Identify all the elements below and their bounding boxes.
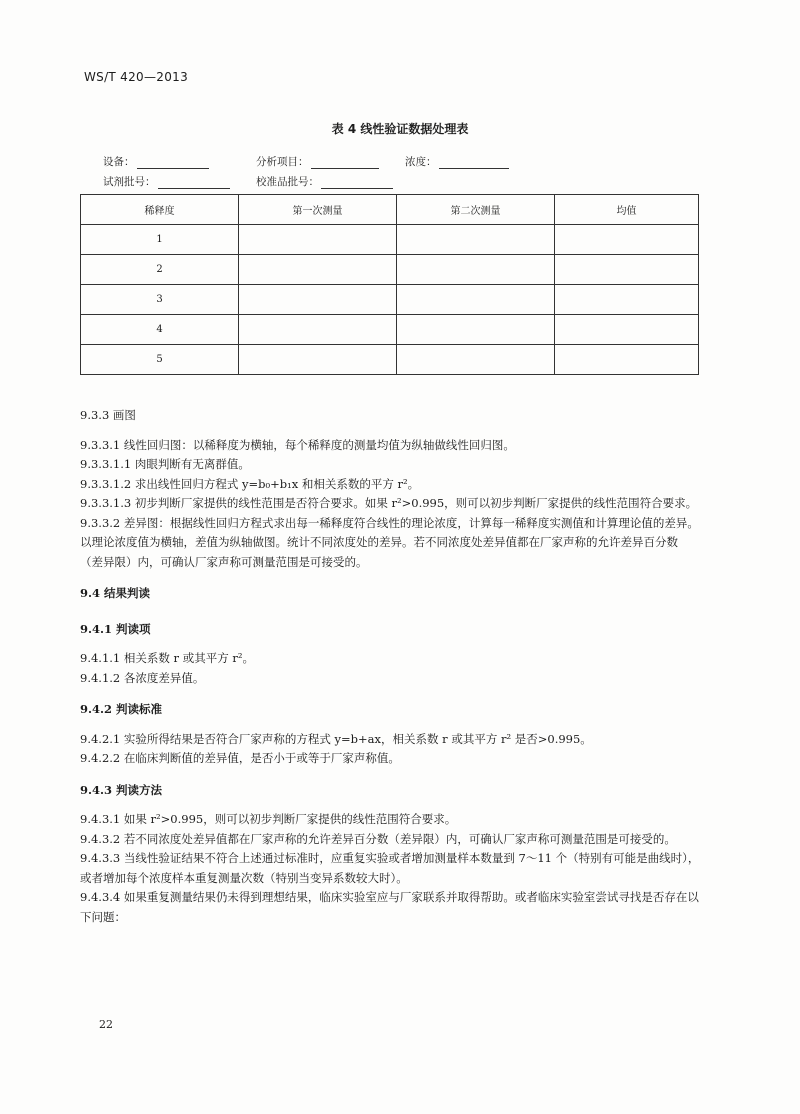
paragraph: 9.3.3.1.2 求出线性回归方程式 y=b₀+b₁x 和相关系数的平方 r²。 [80,476,420,491]
header-second-measure: 第二次测量 [397,195,555,225]
table-row [81,255,699,285]
device-label: 设备： [103,156,135,168]
concentration-field [405,154,509,169]
section-heading: 9.4.2 判读标准 [80,702,163,716]
dilution-cell: 3 [81,285,239,315]
table-row [81,285,699,315]
paragraph: 9.4.3.3 当线性验证结果不符合上述通过标准时，应重复实验或者增加测量样本数量到 7～11 个（特别有可能是曲线时），或者增加每个浓度样本重复测量次数（特别当变异系数较大时）。 [80,851,700,885]
concentration-label: 浓度： [405,156,437,168]
table-title: 表 4 线性验证数据处理表 [331,122,469,136]
paragraph: 9.4.3.2 若不同浓度处差异值都在厂家声称的允许差异百分数（差异限）内，可确认厂家声称可测量范围是可接受的。 [80,831,676,846]
paragraph: 9.4.2.1 实验所得结果是否符合厂家声称的方程式 y=b+ax，相关系数 r 或其平方 r² 是否>0.995。 [80,731,592,746]
standard-number: WS/T 420—2013 [84,70,189,84]
section-heading: 9.4.1 判读项 [80,621,151,636]
page-number: 22 [99,1018,113,1031]
dilution-cell: 2 [81,255,239,285]
paragraph: 9.3.3.2 差异图：根据线性回归方程式求出每一稀释度符合线性的理论浓度，计算每一稀释度实测值和计算理论值的差异。以理论浓度值为横轴，差值为纵轴做图。统计不同浓度处的差异。若不同浓度处差异值都在厂家声称的允许差异百分数（差异限）内，可确认厂家声称可测量范围是可接受的。 [80,515,699,569]
table-row [81,315,699,345]
dilution-cell: 4 [81,315,239,345]
dilution-cell: 5 [81,345,239,375]
paragraph: 9.3.3.1.3 初步判断厂家提供的线性范围是否符合要求。如果 r²>0.995，则可以初步判断厂家提供的线性范围符合要求。 [80,496,698,510]
paragraph: 9.4.1.2 各浓度差异值。 [80,670,205,685]
section-heading: 9.3.3 画图 [80,408,136,422]
section-heading: 9.4.3 判读方法 [80,782,163,797]
section-heading: 9.4 结果判读 [80,586,151,600]
reagent-label: 试剂批号： [103,176,156,188]
paragraph: 9.4.1.1 相关系数 r 或其平方 r²。 [80,651,254,665]
header-mean: 均值 [555,195,699,225]
calibrator-field [256,174,393,189]
paragraph: 9.3.3.1 线性回归图：以稀释度为横轴，每个稀释度的测量均值为纵轴做线性回归图。 [80,437,515,452]
dilution-cell: 1 [81,225,239,255]
reagent-field [103,174,230,189]
table-row [81,225,699,255]
paragraph: 9.4.3.4 如果重复测量结果仍未得到理想结果，临床实验室应与厂家联系并取得帮助。或者临床实验室尝试寻找是否存在以下问题： [80,890,699,924]
table-row [81,345,699,375]
item-field [256,154,379,169]
data-table [80,194,699,375]
paragraph: 9.3.3.1.1 肉眼判断有无离群值。 [80,457,250,471]
table-header-row [81,195,699,225]
body-text [80,400,700,927]
item-label: 分析项目： [256,156,309,168]
device-field [103,154,209,169]
calibrator-label: 校准品批号： [256,176,319,188]
paragraph: 9.4.2.2 在临床判断值的差异值，是否小于或等于厂家声称值。 [80,751,400,765]
header-first-measure: 第一次测量 [239,195,397,225]
paragraph: 9.4.3.1 如果 r²>0.995，则可以初步判断厂家提供的线性范围符合要求。 [80,812,457,826]
header-dilution: 稀释度 [81,195,239,225]
